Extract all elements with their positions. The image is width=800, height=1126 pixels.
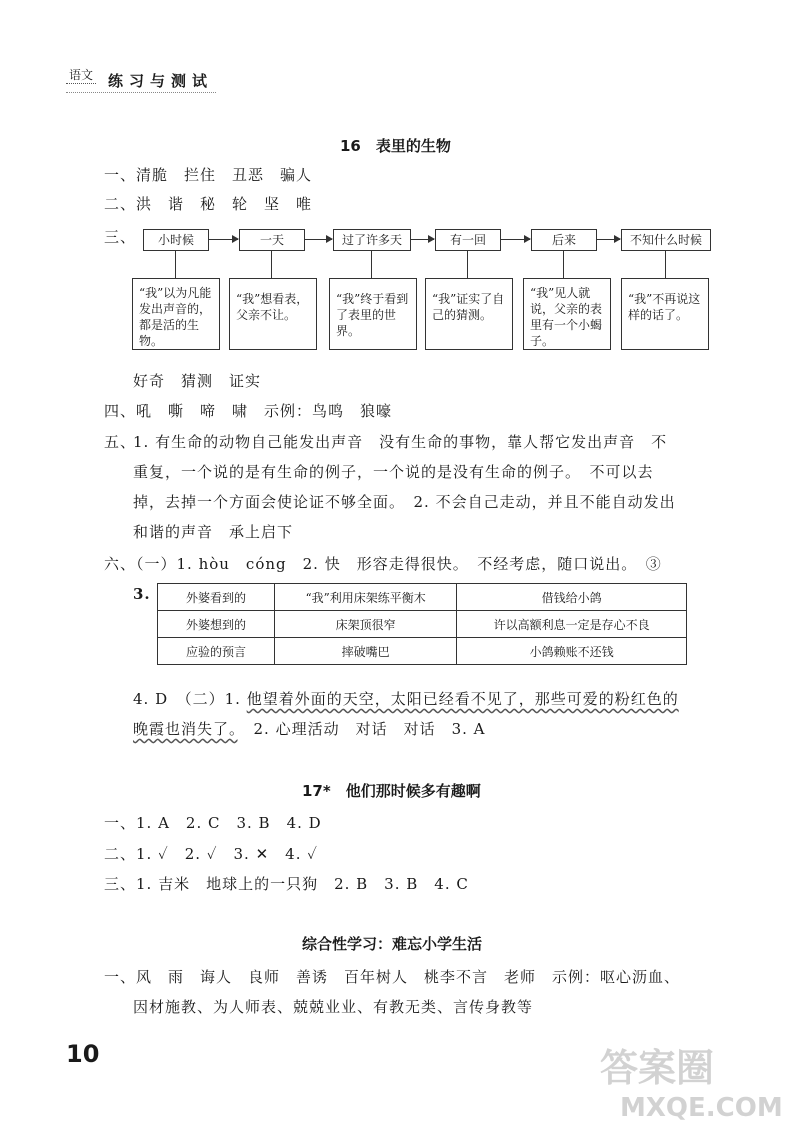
l16-q6-line5	[133, 718, 486, 739]
l16-q5-label: 五、	[104, 433, 137, 451]
table-cell: 应验的预言	[158, 638, 275, 665]
lesson-17-title: 17* 他们那时候多有趣啊	[302, 782, 481, 800]
l16-q2: 二、洪 谐 秘 轮 坚 唯	[104, 195, 313, 213]
flow-connector	[271, 251, 272, 278]
table-cell: 摔破嘴巴	[275, 638, 457, 665]
table-cell: 床架顶很窄	[275, 611, 457, 638]
table-row	[158, 584, 687, 611]
watermark-logo: 答案圈	[600, 1046, 715, 1090]
page-number: 10	[66, 1040, 100, 1068]
comprehensive-title: 综合性学习：难忘小学生活	[302, 935, 483, 953]
subject-tag: 语文	[66, 66, 96, 84]
flow-connector	[665, 251, 666, 278]
l16-q6-line5-rest: 2. 心理活动 对话 对话 3. A	[237, 720, 486, 738]
flow-arrow	[410, 239, 434, 240]
flow-desc: “我”终于看到了表里的世界。	[329, 278, 417, 350]
l17-q2: 二、1. ✓ 2. ✓ 3. ✕ 4. ✓	[104, 845, 318, 863]
lesson-16-title: 16 表里的生物	[340, 137, 451, 155]
prediction-table	[157, 583, 687, 665]
table-cell: 小鸽赖账不还钱	[457, 638, 687, 665]
l16-q3-label: 三、	[104, 228, 137, 246]
l16-q6-line4-prefix: 4. D （二）1.	[133, 690, 247, 708]
comprehensive-line: 一、风 雨 诲人 良师 善诱 百年树人 桃李不言 老师 示例：呕心沥血、	[104, 968, 681, 986]
flow-arrow	[208, 239, 238, 240]
table-row	[158, 611, 687, 638]
flow-desc: “我”以为凡能发出声音的，都是活的生物。	[132, 278, 220, 350]
l16-q6-table-label: 3.	[133, 585, 151, 603]
flow-arrow	[304, 239, 332, 240]
l16-q5-line: 1. 有生命的动物自己能发出声音 没有生命的事物，靠人帮它发出声音 不	[133, 433, 668, 451]
flow-arrow	[596, 239, 620, 240]
flow-desc: “我”不再说这样的话了。	[621, 278, 709, 350]
flow-desc: “我”证实了自己的猜测。	[425, 278, 513, 350]
flow-stage: 有一回	[435, 229, 501, 251]
l16-q6-line4	[133, 688, 679, 709]
table-row	[158, 638, 687, 665]
table-cell: 外婆想到的	[158, 611, 275, 638]
l16-q3-words: 好奇 猜测 证实	[133, 372, 262, 390]
flow-connector	[175, 251, 176, 278]
l16-q4: 四、吼 嘶 啼 啸 示例：鸟鸣 狼嚎	[104, 402, 393, 420]
watermark-url: MXQE.COM	[620, 1093, 783, 1123]
l16-q6-line4-wavy: 他望着外面的天空，太阳已经看不见了，那些可爱的粉红色的	[246, 690, 679, 708]
flow-desc: “我”见人就说，父亲的表里有一个小蝎子。	[523, 278, 611, 350]
table-cell: 外婆看到的	[158, 584, 275, 611]
book-title: 练习与测试	[108, 72, 214, 90]
l16-q6-line: 六、（一）1. hòu cóng 2. 快 形容走得很快。 不经考虑，随口说出。 ③	[104, 555, 662, 573]
l16-q5-line: 重复，一个说的是有生命的例子，一个说的是没有生命的例子。 不可以去	[133, 463, 654, 481]
l17-q3: 三、1. 吉米 地球上的一只狗 2. B 3. B 4. C	[104, 875, 469, 893]
flow-stage: 一天	[239, 229, 305, 251]
comprehensive-line: 因材施教、为人师表、兢兢业业、有教无类、言传身教等	[133, 998, 534, 1016]
l16-q6-line5-wavy: 晚霞也消失了。	[133, 720, 238, 738]
table-cell: “我”利用床架练平衡木	[275, 584, 457, 611]
table-cell: 借钱给小鸽	[457, 584, 687, 611]
l16-q5-line: 掉，去掉一个方面会使论证不够全面。 2. 不会自己走动，并且不能自动发出	[133, 493, 676, 511]
l17-q1: 一、1. A 2. C 3. B 4. D	[104, 814, 322, 832]
flow-stage: 不知什么时候	[621, 229, 711, 251]
flow-stage: 过了许多天	[333, 229, 411, 251]
flow-connector	[371, 251, 372, 278]
table-cell: 许以高额利息一定是存心不良	[457, 611, 687, 638]
l16-q1: 一、清脆 拦住 丑恶 骗人	[104, 166, 313, 184]
flow-stage: 小时候	[143, 229, 209, 251]
flow-arrow	[500, 239, 530, 240]
flow-connector	[563, 251, 564, 278]
l16-q5-line: 和谐的声音 承上启下	[133, 523, 294, 541]
flow-desc: “我”想看表，父亲不让。	[229, 278, 317, 350]
header-divider	[66, 92, 216, 93]
flow-stage: 后来	[531, 229, 597, 251]
flow-connector	[467, 251, 468, 278]
